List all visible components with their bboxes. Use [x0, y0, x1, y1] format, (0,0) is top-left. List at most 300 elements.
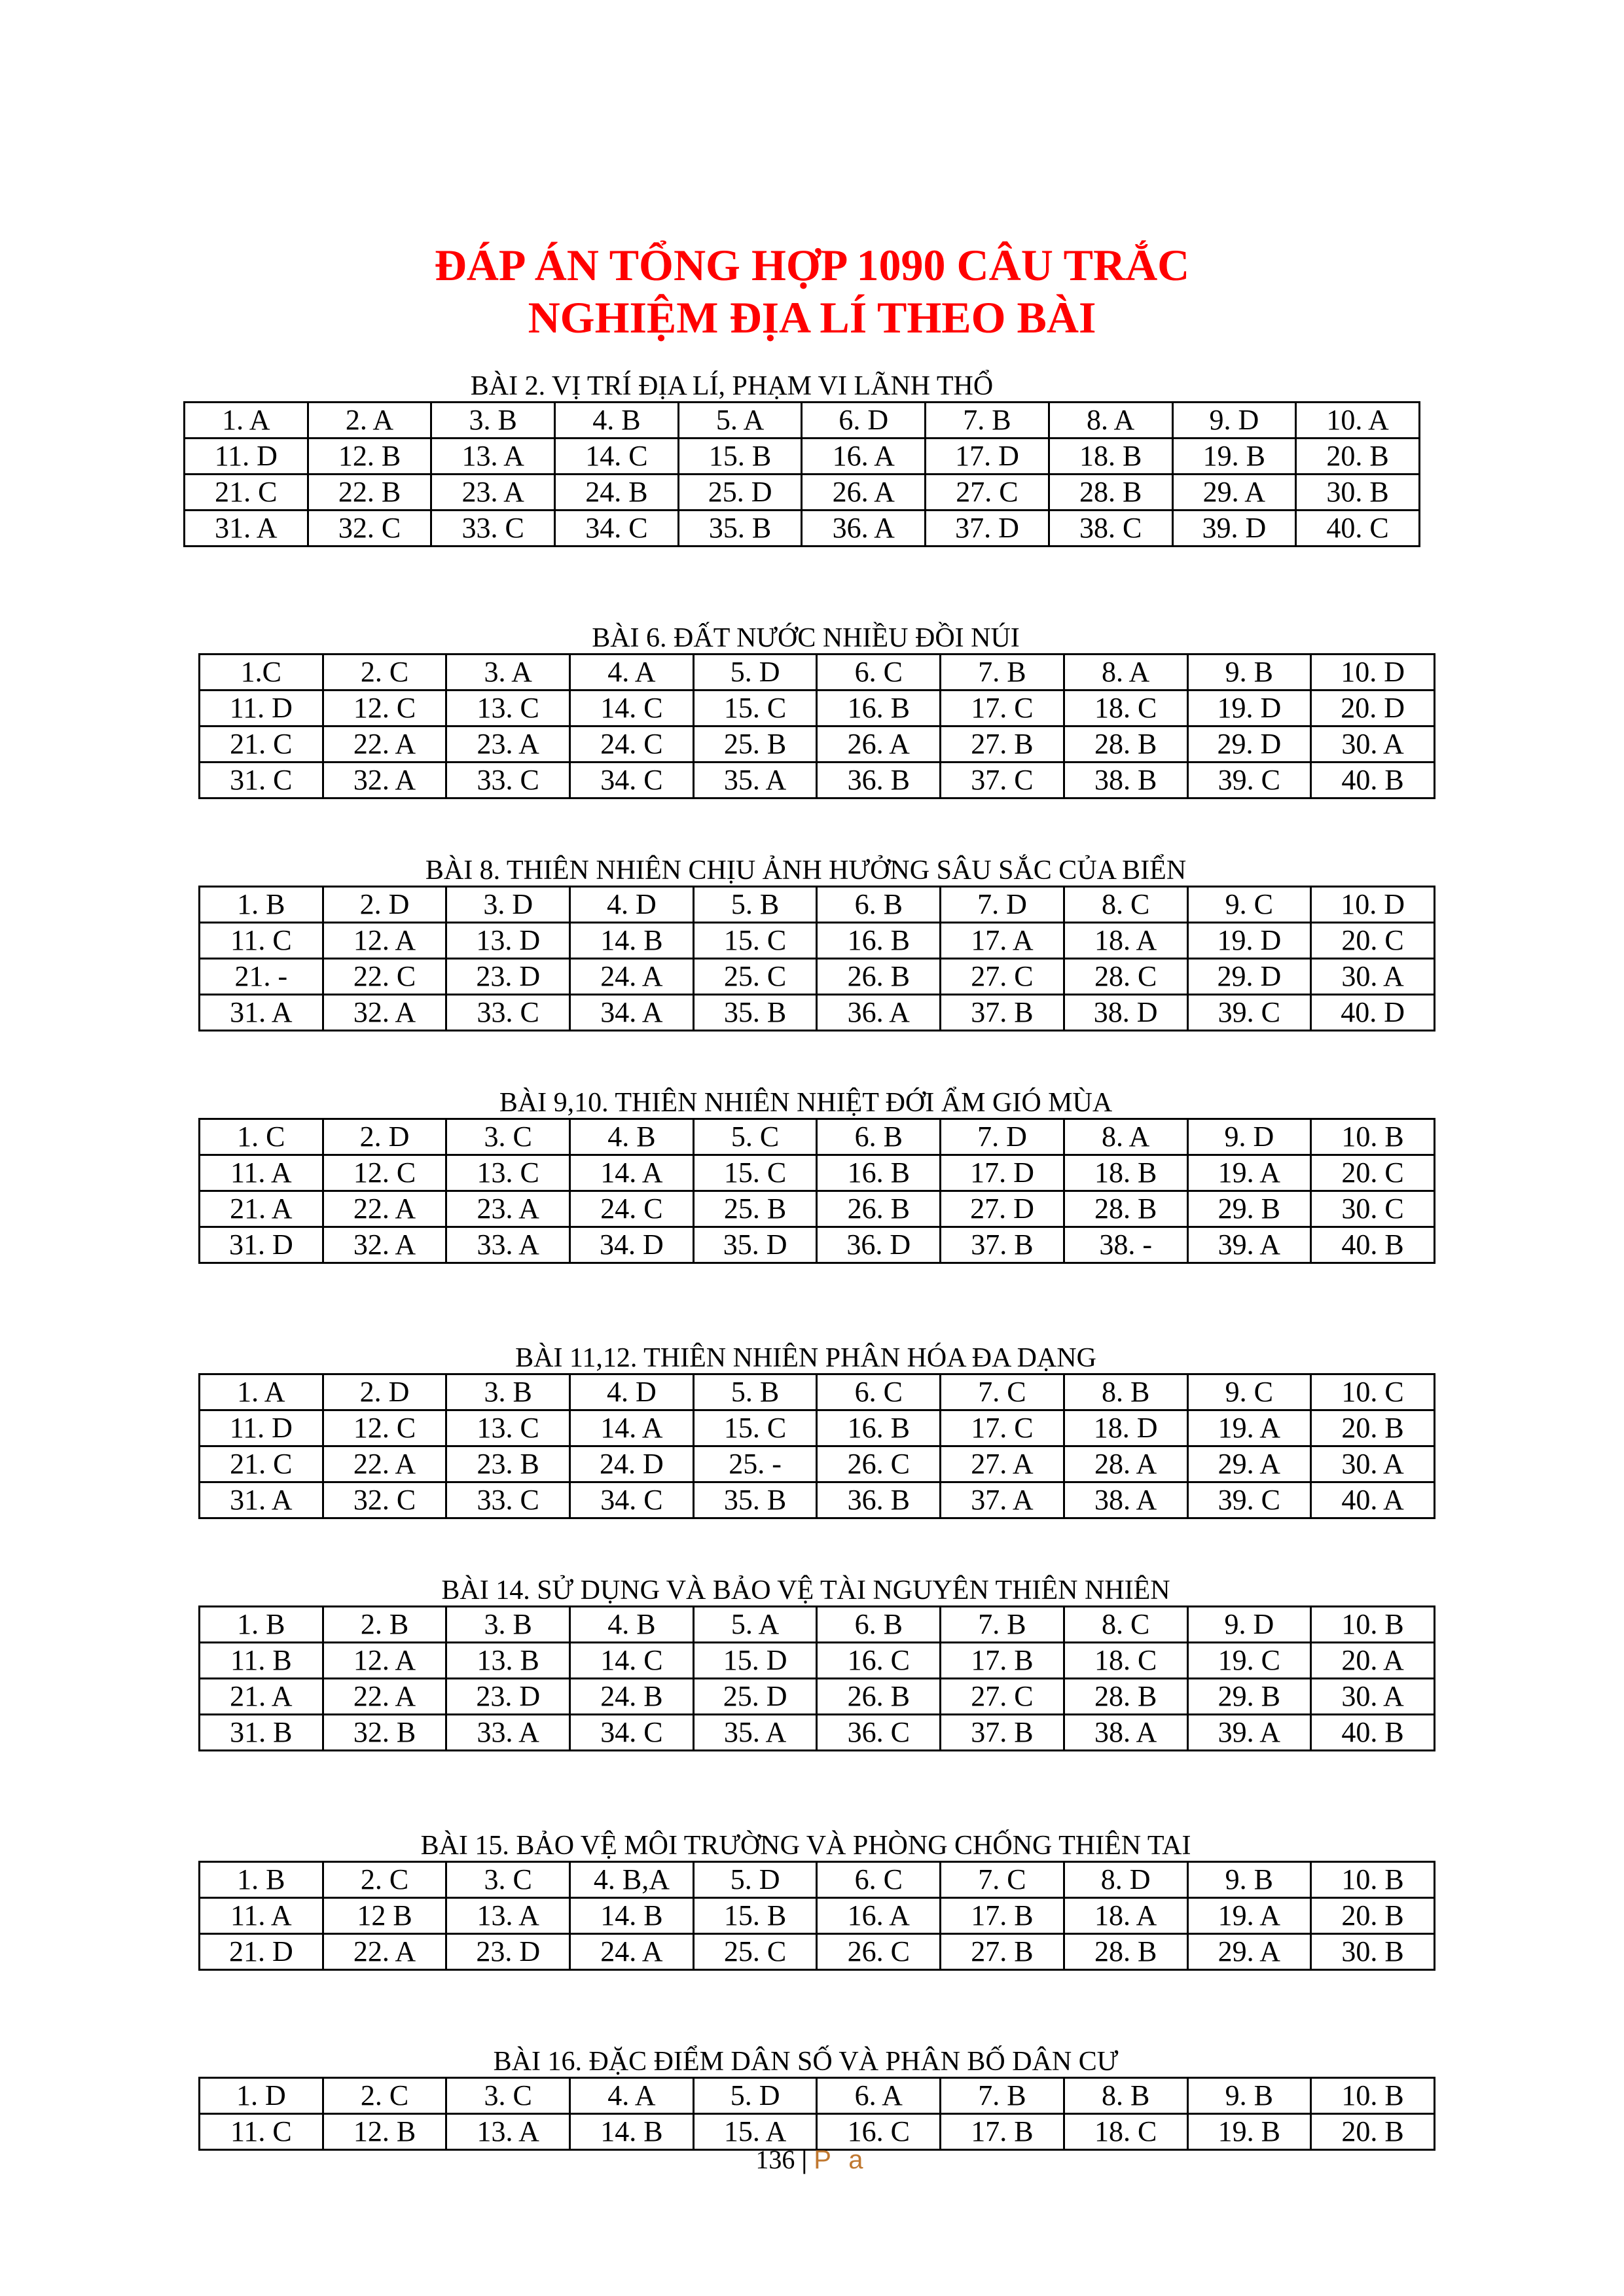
answer-cell: 11. D — [200, 1410, 323, 1446]
answer-cell: 1. B — [200, 887, 323, 923]
table-row — [200, 995, 1435, 1031]
table-row — [185, 475, 1420, 511]
answer-cell: 26. B — [817, 1679, 941, 1715]
answer-cell: 20. C — [1311, 1155, 1435, 1191]
answer-cell: 25. - — [693, 1446, 817, 1482]
table-row — [200, 655, 1435, 691]
answer-cell: 23. A — [446, 726, 570, 762]
answer-cell: 40. B — [1311, 1715, 1435, 1751]
answer-cell: 7. D — [941, 1119, 1064, 1155]
answer-cell: 27. C — [941, 1679, 1064, 1715]
answer-cell: 32. C — [308, 511, 431, 547]
answer-cell: 28. B — [1064, 726, 1187, 762]
answer-cell: 31. A — [200, 1482, 323, 1518]
table-row — [200, 1446, 1435, 1482]
answer-cell: 16. B — [817, 1410, 941, 1446]
answer-cell: 16. B — [817, 923, 941, 959]
table-row — [200, 1482, 1435, 1518]
answer-cell: 26. A — [802, 475, 926, 511]
answer-cell: 34. C — [570, 762, 694, 798]
answer-cell: 9. C — [1187, 1374, 1311, 1410]
answer-cell: 13. D — [446, 923, 570, 959]
answer-cell: 6. C — [817, 1374, 941, 1410]
answer-cell: 1. B — [200, 1607, 323, 1643]
table-row — [200, 1155, 1435, 1191]
answer-cell: 40. B — [1311, 1227, 1435, 1263]
answer-cell: 29. B — [1187, 1679, 1311, 1715]
answer-cell: 23. D — [446, 1679, 570, 1715]
table-row — [200, 1934, 1435, 1970]
answer-cell: 25. C — [693, 959, 817, 995]
answer-cell: 21. A — [200, 1679, 323, 1715]
answer-cell: 20. B — [1311, 2114, 1435, 2150]
answer-cell: 31. D — [200, 1227, 323, 1263]
table-row — [200, 691, 1435, 726]
answer-cell: 4. B — [570, 1119, 694, 1155]
answer-cell: 14. A — [570, 1410, 694, 1446]
table-row — [200, 959, 1435, 995]
section-title: BÀI 16. ĐẶC ĐIỂM DÂN SỐ VÀ PHÂN BỐ DÂN CƯ — [493, 2047, 1119, 2077]
answer-section — [0, 622, 1624, 796]
answer-cell: 26. C — [817, 1446, 941, 1482]
answer-cell: 21. C — [200, 1446, 323, 1482]
footer-separator: | — [801, 2145, 808, 2174]
answer-cell: 19. B — [1172, 439, 1296, 475]
answer-cell: 20. B — [1311, 1898, 1435, 1934]
answer-cell: 37. C — [941, 762, 1064, 798]
answer-cell: 30. A — [1311, 1446, 1435, 1482]
answer-cell: 35. A — [693, 762, 817, 798]
answer-cell: 36. A — [802, 511, 926, 547]
answer-cell: 7. B — [941, 655, 1064, 691]
answer-cell: 18. C — [1064, 2114, 1187, 2150]
answer-cell: 16. B — [817, 1155, 941, 1191]
section-title: BÀI 9,10. THIÊN NHIÊN NHIỆT ĐỚI ẨM GIÓ MÙA — [499, 1088, 1113, 1118]
answer-cell: 4. B,A — [570, 1862, 694, 1898]
answer-cell: 2. D — [323, 1119, 446, 1155]
answer-cell: 25. B — [693, 1191, 817, 1227]
answer-cell: 24. B — [555, 475, 679, 511]
answer-cell: 18. B — [1049, 439, 1172, 475]
answer-cell: 9. D — [1187, 1119, 1311, 1155]
answer-cell: 12. C — [323, 691, 446, 726]
answer-cell: 7. C — [941, 1862, 1064, 1898]
answer-cell: 14. B — [570, 1898, 694, 1934]
answer-cell: 30. B — [1311, 1934, 1435, 1970]
answer-cell: 35. A — [693, 1715, 817, 1751]
answer-cell: 15. D — [693, 1643, 817, 1679]
answer-cell: 40. B — [1311, 762, 1435, 798]
answer-cell: 37. A — [941, 1482, 1064, 1518]
answer-cell: 21. C — [185, 475, 308, 511]
answer-section — [0, 1574, 1624, 1748]
answer-cell: 19. A — [1187, 1898, 1311, 1934]
answer-cell: 29. D — [1187, 726, 1311, 762]
answer-cell: 29. A — [1187, 1934, 1311, 1970]
answer-cell: 40. A — [1311, 1482, 1435, 1518]
table-row — [200, 1374, 1435, 1410]
answer-cell: 40. C — [1296, 511, 1420, 547]
section-title: BÀI 11,12. THIÊN NHIÊN PHÂN HÓA ĐA DẠNG — [515, 1343, 1096, 1373]
answer-cell: 3. B — [431, 403, 555, 439]
answer-cell: 36. C — [817, 1715, 941, 1751]
answer-table — [198, 2077, 1435, 2151]
answer-cell: 16. A — [802, 439, 926, 475]
answer-cell: 21. A — [200, 1191, 323, 1227]
table-row — [185, 439, 1420, 475]
answer-cell: 5. C — [693, 1119, 817, 1155]
answer-cell: 4. A — [570, 2078, 694, 2114]
answer-cell: 12. A — [323, 923, 446, 959]
section-title: BÀI 15. BẢO VỆ MÔI TRƯỜNG VÀ PHÒNG CHỐNG THIÊN TAI — [420, 1831, 1191, 1861]
answer-cell: 37. D — [926, 511, 1049, 547]
answer-cell: 16. A — [817, 1898, 941, 1934]
answer-cell: 25. C — [693, 1934, 817, 1970]
answer-cell: 21. C — [200, 726, 323, 762]
answer-cell: 38. - — [1064, 1227, 1187, 1263]
answer-table — [198, 1373, 1435, 1519]
answer-cell: 6. D — [802, 403, 926, 439]
answer-cell: 18. C — [1064, 1643, 1187, 1679]
answer-cell: 2. D — [323, 887, 446, 923]
answer-cell: 36. D — [817, 1227, 941, 1263]
answer-cell: 33. C — [446, 1482, 570, 1518]
answer-cell: 4. A — [570, 655, 694, 691]
table-row — [200, 923, 1435, 959]
answer-cell: 11. B — [200, 1643, 323, 1679]
answer-cell: 5. D — [693, 655, 817, 691]
answer-cell: 39. D — [1172, 511, 1296, 547]
answer-cell: 8. A — [1049, 403, 1172, 439]
page-number: 136 — [755, 2145, 795, 2174]
answer-cell: 39. C — [1187, 995, 1311, 1031]
answer-cell: 28. A — [1064, 1446, 1187, 1482]
answer-cell: 30. A — [1311, 726, 1435, 762]
answer-cell: 7. B — [941, 1607, 1064, 1643]
answer-cell: 7. B — [926, 403, 1049, 439]
answer-cell: 22. A — [323, 1191, 446, 1227]
table-row — [200, 1679, 1435, 1715]
answer-cell: 38. A — [1064, 1715, 1187, 1751]
answer-cell: 5. D — [693, 1862, 817, 1898]
answer-cell: 34. A — [570, 995, 694, 1031]
answer-cell: 26. B — [817, 959, 941, 995]
answer-cell: 6. C — [817, 1862, 941, 1898]
answer-table — [198, 886, 1435, 1031]
answer-cell: 11. A — [200, 1898, 323, 1934]
answer-cell: 8. C — [1064, 1607, 1187, 1643]
answer-cell: 19. C — [1187, 1643, 1311, 1679]
answer-cell: 5. A — [678, 403, 802, 439]
answer-cell: 8. A — [1064, 1119, 1187, 1155]
answer-cell: 28. C — [1064, 959, 1187, 995]
table-row — [200, 1643, 1435, 1679]
answer-cell: 6. B — [817, 1119, 941, 1155]
answer-section — [0, 370, 1624, 544]
answer-cell: 9. B — [1187, 655, 1311, 691]
answer-table — [198, 1118, 1435, 1264]
answer-cell: 33. C — [446, 995, 570, 1031]
answer-cell: 7. D — [941, 887, 1064, 923]
answer-cell: 15. C — [693, 1155, 817, 1191]
answer-cell: 36. B — [817, 1482, 941, 1518]
answer-cell: 20. C — [1311, 923, 1435, 959]
answer-cell: 23. A — [446, 1191, 570, 1227]
answer-cell: 28. B — [1064, 1679, 1187, 1715]
answer-cell: 27. C — [926, 475, 1049, 511]
answer-section — [0, 1829, 1624, 1967]
answer-cell: 2. B — [323, 1607, 446, 1643]
answer-section — [0, 2045, 1624, 2147]
answer-cell: 19. A — [1187, 1155, 1311, 1191]
answer-cell: 11. D — [200, 691, 323, 726]
answer-cell: 12. C — [323, 1155, 446, 1191]
answer-cell: 19. B — [1187, 2114, 1311, 2150]
answer-cell: 17. C — [941, 1410, 1064, 1446]
answer-cell: 22. B — [308, 475, 431, 511]
answer-cell: 29. A — [1172, 475, 1296, 511]
answer-cell: 21. - — [200, 959, 323, 995]
answer-table — [198, 1605, 1435, 1751]
answer-cell: 2. A — [308, 403, 431, 439]
answer-cell: 7. C — [941, 1374, 1064, 1410]
answer-cell: 35. B — [693, 995, 817, 1031]
answer-cell: 3. D — [446, 887, 570, 923]
answer-section — [0, 854, 1624, 1028]
answer-cell: 38. D — [1064, 995, 1187, 1031]
answer-cell: 15. B — [693, 1898, 817, 1934]
table-row — [185, 403, 1420, 439]
answer-cell: 28. B — [1064, 1934, 1187, 1970]
answer-cell: 13. A — [431, 439, 555, 475]
answer-cell: 17. B — [941, 2114, 1064, 2150]
answer-table — [198, 1861, 1435, 1971]
answer-cell: 3. B — [446, 1607, 570, 1643]
answer-cell: 4. B — [555, 403, 679, 439]
answer-cell: 22. A — [323, 1446, 446, 1482]
answer-cell: 5. A — [693, 1607, 817, 1643]
answer-cell: 13. A — [446, 2114, 570, 2150]
answer-cell: 12. A — [323, 1643, 446, 1679]
answer-cell: 14. B — [570, 2114, 694, 2150]
answer-cell: 32. A — [323, 762, 446, 798]
answer-cell: 18. A — [1064, 1898, 1187, 1934]
answer-cell: 38. C — [1049, 511, 1172, 547]
title-line-2: NGHIỆM ĐỊA LÍ THEO BÀI — [528, 293, 1096, 342]
answer-cell: 32. A — [323, 995, 446, 1031]
answer-cell: 18. B — [1064, 1155, 1187, 1191]
answer-cell: 26. B — [817, 1191, 941, 1227]
answer-cell: 6. B — [817, 1607, 941, 1643]
answer-cell: 3. C — [446, 2078, 570, 2114]
answer-cell: 30. B — [1296, 475, 1420, 511]
answer-cell: 17. D — [941, 1155, 1064, 1191]
answer-section — [0, 1342, 1624, 1516]
answer-cell: 38. A — [1064, 1482, 1187, 1518]
answer-cell: 25. B — [693, 726, 817, 762]
answer-cell: 29. B — [1187, 1191, 1311, 1227]
answer-cell: 1. D — [200, 2078, 323, 2114]
answer-cell: 15. C — [693, 1410, 817, 1446]
answer-cell: 17. C — [941, 691, 1064, 726]
answer-cell: 32. C — [323, 1482, 446, 1518]
table-row — [200, 1119, 1435, 1155]
answer-cell: 35. B — [693, 1482, 817, 1518]
answer-cell: 39. A — [1187, 1715, 1311, 1751]
answer-cell: 24. A — [570, 1934, 694, 1970]
table-row — [200, 1191, 1435, 1227]
answer-cell: 11. C — [200, 2114, 323, 2150]
answer-cell: 18. A — [1064, 923, 1187, 959]
answer-cell: 27. A — [941, 1446, 1064, 1482]
answer-cell: 36. B — [817, 762, 941, 798]
answer-cell: 1.C — [200, 655, 323, 691]
page-footer — [0, 2144, 1624, 2176]
answer-cell: 39. C — [1187, 762, 1311, 798]
answer-cell: 14. A — [570, 1155, 694, 1191]
table-row — [200, 1715, 1435, 1751]
answer-cell: 9. D — [1172, 403, 1296, 439]
answer-cell: 5. B — [693, 887, 817, 923]
answer-cell: 15. C — [693, 691, 817, 726]
answer-cell: 20. D — [1311, 691, 1435, 726]
answer-cell: 16. C — [817, 1643, 941, 1679]
answer-cell: 13. C — [446, 1410, 570, 1446]
answer-cell: 20. A — [1311, 1643, 1435, 1679]
answer-cell: 34. C — [555, 511, 679, 547]
answer-cell: 37. B — [941, 1715, 1064, 1751]
answer-cell: 17. D — [926, 439, 1049, 475]
answer-cell: 39. C — [1187, 1482, 1311, 1518]
answer-cell: 31. B — [200, 1715, 323, 1751]
answer-cell: 4. D — [570, 887, 694, 923]
answer-cell: 13. C — [446, 691, 570, 726]
answer-cell: 38. B — [1064, 762, 1187, 798]
answer-cell: 22. C — [323, 959, 446, 995]
page-title — [0, 239, 1624, 344]
answer-cell: 10. B — [1311, 1607, 1435, 1643]
answer-cell: 32. B — [323, 1715, 446, 1751]
answer-cell: 22. A — [323, 1679, 446, 1715]
table-row — [200, 1862, 1435, 1898]
answer-cell: 6. A — [817, 2078, 941, 2114]
answer-cell: 27. B — [941, 726, 1064, 762]
answer-cell: 28. B — [1064, 1191, 1187, 1227]
table-row — [200, 2078, 1435, 2114]
answer-cell: 30. A — [1311, 959, 1435, 995]
answer-cell: 19. D — [1187, 923, 1311, 959]
answer-cell: 34. C — [570, 1715, 694, 1751]
answer-cell: 27. D — [941, 1191, 1064, 1227]
answer-cell: 13. B — [446, 1643, 570, 1679]
section-title: BÀI 2. VỊ TRÍ ĐỊA LÍ, PHẠM VI LÃNH THỔ — [470, 371, 994, 401]
answer-cell: 5. B — [693, 1374, 817, 1410]
answer-cell: 27. B — [941, 1934, 1064, 1970]
answer-cell: 3. B — [446, 1374, 570, 1410]
answer-cell: 16. B — [817, 691, 941, 726]
answer-cell: 8. B — [1064, 1374, 1187, 1410]
table-row — [200, 1898, 1435, 1934]
table-row — [200, 887, 1435, 923]
answer-cell: 32. A — [323, 1227, 446, 1263]
answer-cell: 20. B — [1311, 1410, 1435, 1446]
answer-cell: 15. A — [693, 2114, 817, 2150]
answer-cell: 2. C — [323, 1862, 446, 1898]
answer-cell: 35. D — [693, 1227, 817, 1263]
answer-cell: 1. A — [200, 1374, 323, 1410]
answer-cell: 15. C — [693, 923, 817, 959]
answer-cell: 23. D — [446, 1934, 570, 1970]
answer-cell: 5. D — [693, 2078, 817, 2114]
answer-cell: 10. B — [1311, 1862, 1435, 1898]
answer-cell: 14. C — [570, 1643, 694, 1679]
answer-cell: 14. C — [555, 439, 679, 475]
table-row — [200, 762, 1435, 798]
footer-page-label: P a — [814, 2145, 869, 2174]
answer-cell: 13. C — [446, 1155, 570, 1191]
section-title: BÀI 8. THIÊN NHIÊN CHỊU ẢNH HƯỞNG SÂU SẮC CỦA BIỂN — [425, 855, 1187, 886]
answer-cell: 30. A — [1311, 1679, 1435, 1715]
answer-cell: 3. A — [446, 655, 570, 691]
section-title: BÀI 14. SỬ DỤNG VÀ BẢO VỆ TÀI NGUYÊN THIÊN NHIÊN — [441, 1575, 1170, 1605]
answer-cell: 17. B — [941, 1643, 1064, 1679]
answer-cell: 23. A — [431, 475, 555, 511]
answer-cell: 27. C — [941, 959, 1064, 995]
answer-cell: 24. D — [570, 1446, 694, 1482]
answer-cell: 10. B — [1311, 2078, 1435, 2114]
answer-cell: 14. B — [570, 923, 694, 959]
answer-cell: 24. C — [570, 726, 694, 762]
answer-section — [0, 1086, 1624, 1261]
answer-cell: 35. B — [678, 511, 802, 547]
answer-cell: 11. D — [185, 439, 308, 475]
answer-cell: 10. D — [1311, 887, 1435, 923]
answer-cell: 17. A — [941, 923, 1064, 959]
answer-cell: 23. D — [446, 959, 570, 995]
section-title: BÀI 6. ĐẤT NƯỚC NHIỀU ĐỒI NÚI — [592, 623, 1020, 653]
answer-cell: 8. A — [1064, 655, 1187, 691]
answer-cell: 16. C — [817, 2114, 941, 2150]
answer-cell: 11. C — [200, 923, 323, 959]
answer-cell: 10. B — [1311, 1119, 1435, 1155]
answer-cell: 17. B — [941, 1898, 1064, 1934]
answer-cell: 30. C — [1311, 1191, 1435, 1227]
answer-cell: 29. A — [1187, 1446, 1311, 1482]
answer-cell: 12. B — [308, 439, 431, 475]
answer-cell: 11. A — [200, 1155, 323, 1191]
answer-cell: 6. C — [817, 655, 941, 691]
answer-cell: 9. C — [1187, 887, 1311, 923]
answer-cell: 31. C — [200, 762, 323, 798]
answer-cell: 4. D — [570, 1374, 694, 1410]
answer-cell: 24. C — [570, 1191, 694, 1227]
answer-cell: 3. C — [446, 1119, 570, 1155]
answer-cell: 10. D — [1311, 655, 1435, 691]
answer-cell: 9. B — [1187, 2078, 1311, 2114]
answer-cell: 31. A — [185, 511, 308, 547]
answer-cell: 33. A — [446, 1227, 570, 1263]
answer-cell: 25. D — [693, 1679, 817, 1715]
answer-table — [183, 401, 1420, 547]
table-row — [200, 1607, 1435, 1643]
answer-cell: 22. A — [323, 1934, 446, 1970]
answer-cell: 13. A — [446, 1898, 570, 1934]
answer-cell: 19. A — [1187, 1410, 1311, 1446]
answer-cell: 24. B — [570, 1679, 694, 1715]
answer-cell: 31. A — [200, 995, 323, 1031]
answer-cell: 26. A — [817, 726, 941, 762]
answer-cell: 26. C — [817, 1934, 941, 1970]
